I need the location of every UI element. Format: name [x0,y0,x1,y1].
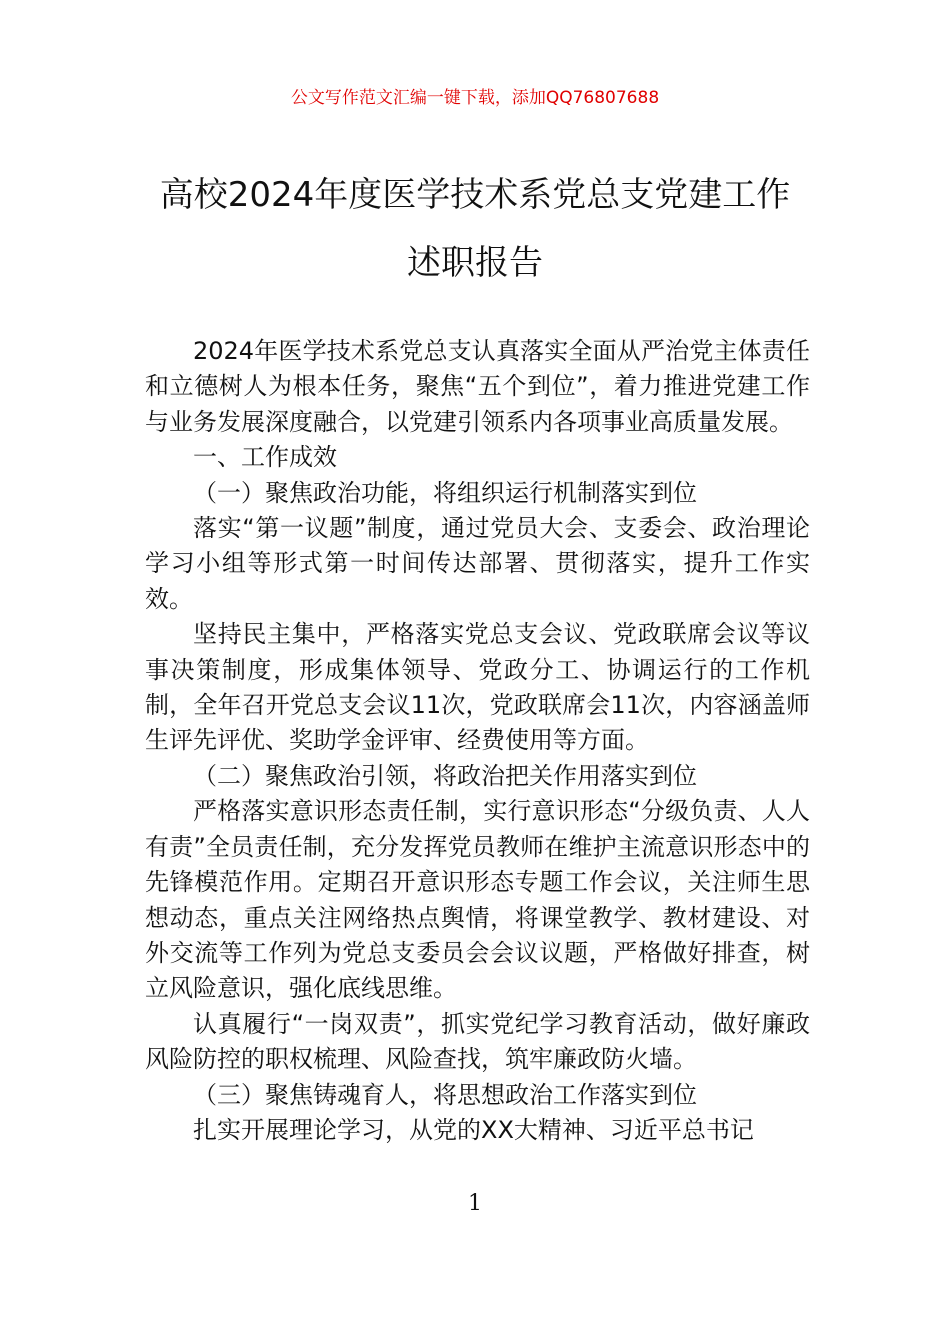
subsection-heading-2: （二）聚焦政治引领，将政治把关作用落实到位 [193,761,697,790]
paragraph: 坚持民主集中，严格落实党总支会议、党政联席会议等议事决策制度，形成集体领导、党政分工、协调运行的工作机制，全年召开党总支会议11次，党政联席会11次，内容涵盖师生评先评优、奖助学金评审、经费使用等方面。 [145,620,810,755]
document-title-line2: 述职报告 [407,243,543,283]
page-number: 1 [468,1191,482,1216]
subsection-heading-3: （三）聚焦铸魂育人，将思想政治工作落实到位 [193,1080,697,1109]
section-heading-1: 一、工作成效 [193,443,337,472]
paragraph-intro: 2024年医学技术系党总支认真落实全面从严治党主体责任和立德树人为根本任务，聚焦“五个到位”，着力推进党建工作与业务发展深度融合，以党建引领系内各项事业高质量发展。 [145,337,810,436]
paragraph: 扎实开展理论学习，从党的XX大精神、习近平总书记 [193,1115,754,1144]
promo-banner: 公文写作范文汇编一键下载，添加QQ76807688 [290,88,660,108]
subsection-heading-1: （一）聚焦政治功能，将组织运行机制落实到位 [193,478,697,507]
paragraph: 认真履行“一岗双责”，抓实党纪学习教育活动，做好廉政风险防控的职权梳理、风险查找，筑牢廉政防火墙。 [145,1009,810,1074]
paragraph: 落实“第一议题”制度，通过党员大会、支委会、政治理论学习小组等形式第一时间传达部署、贯彻落实，提升工作实效。 [145,514,810,613]
document-title-line1: 高校2024年度医学技术系党总支党建工作 [159,175,791,215]
paragraph: 严格落实意识形态责任制，实行意识形态“分级负责、人人有责”全员责任制，充分发挥党员教师在维护主流意识形态中的先锋模范作用。定期召开意识形态专题工作会议，关注师生思想动态，重点关注网络热点舆情，将课堂教学、教材建设、对外交流等工作列为党总支委员会会议议题，严格做好排查，树立风险意识，强化底线思维。 [145,797,810,1003]
document-body [145,334,810,1148]
